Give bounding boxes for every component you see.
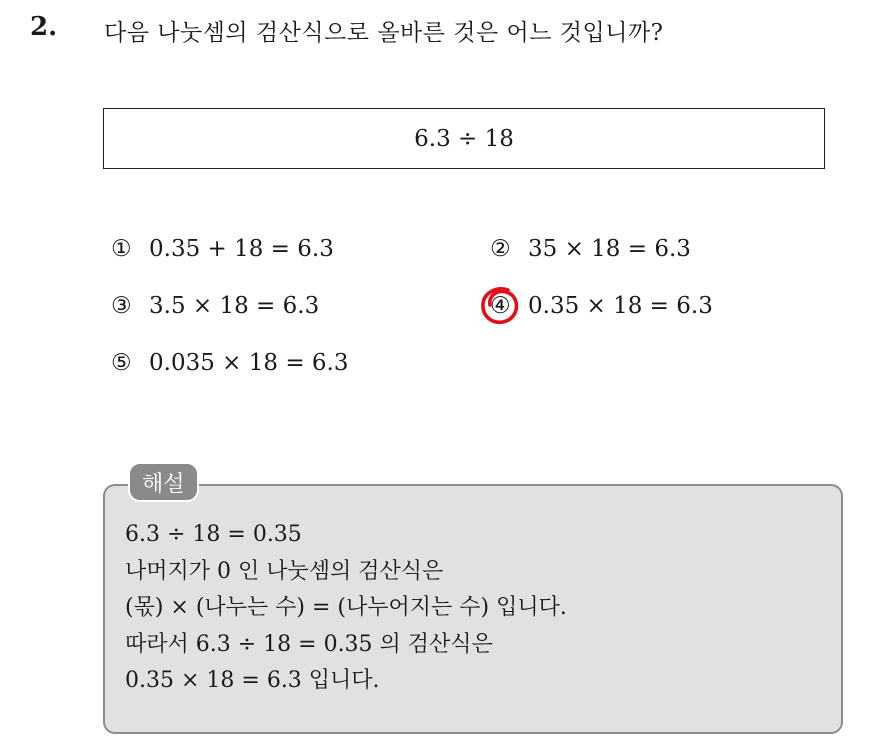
solution-text — [125, 517, 567, 700]
solution-line: (몫) × (나누는 수) = (나누어지는 수) 입니다. — [125, 595, 567, 620]
solution-line: 0.35 × 18 = 6.3 입니다. — [125, 668, 380, 693]
expression: 6.3 ÷ 18 — [414, 125, 514, 152]
solution-tab: 해설 — [128, 462, 199, 502]
question-text: 다음 나눗셈의 검산식으로 올바른 것은 어느 것입니까? — [104, 20, 664, 46]
expression-box — [103, 108, 825, 169]
choice-text: 0.35 × 18 = 6.3 — [528, 293, 713, 319]
solution-line: 나머지가 0 인 나눗셈의 검산식은 — [125, 558, 444, 584]
choice-5[interactable] — [111, 350, 348, 376]
choice-text: 0.35 + 18 = 6.3 — [149, 236, 334, 262]
choice-1[interactable] — [111, 236, 334, 262]
choice-number: ⑤ — [111, 350, 132, 376]
choice-text: 3.5 × 18 = 6.3 — [149, 293, 320, 319]
choice-3[interactable] — [111, 293, 319, 319]
question-number: 2. — [30, 12, 58, 42]
choice-2[interactable] — [490, 236, 691, 262]
choice-number: ④ — [490, 293, 511, 319]
choice-text: 35 × 18 = 6.3 — [528, 236, 691, 262]
choice-text: 0.035 × 18 = 6.3 — [149, 350, 349, 376]
answer-circle-mark — [478, 284, 522, 328]
choice-4[interactable] — [490, 293, 713, 319]
solution-line: 6.3 ÷ 18 = 0.35 — [125, 522, 302, 547]
choice-number: ② — [490, 236, 511, 262]
choice-number: ① — [111, 236, 132, 262]
solution-line: 따라서 6.3 ÷ 18 = 0.35 의 검산식은 — [125, 631, 493, 657]
choice-number: ③ — [111, 293, 132, 319]
